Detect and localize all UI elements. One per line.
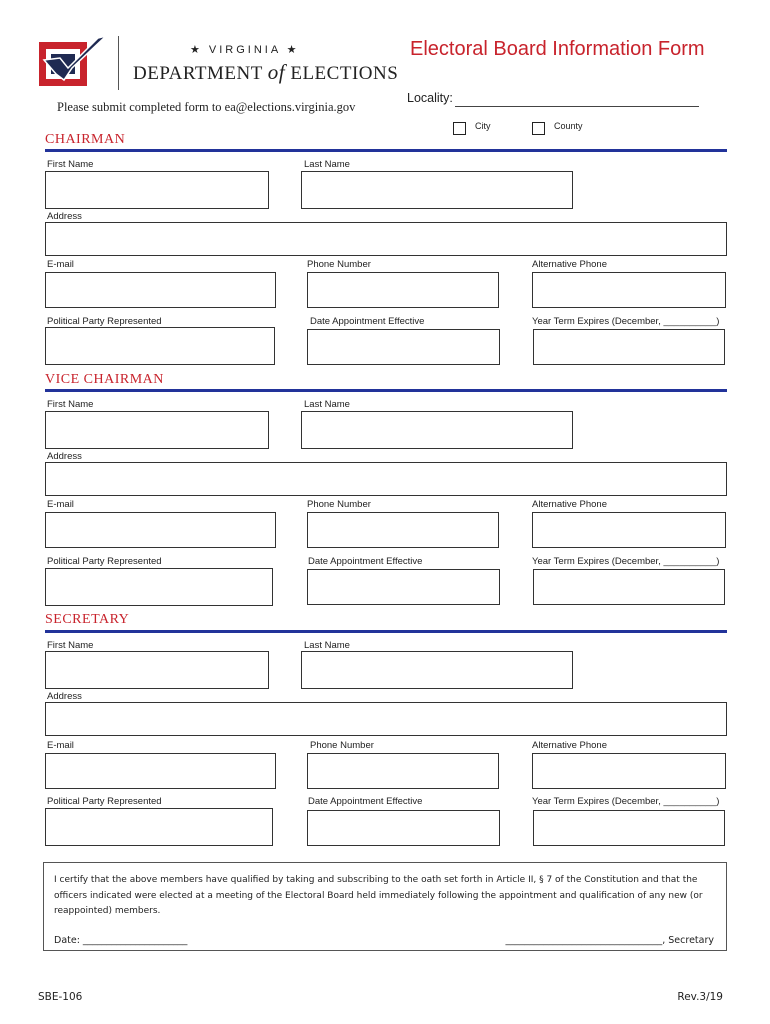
phone-label: Phone Number [307,499,371,510]
city-label: City [475,121,491,131]
brand-word-of: of [267,60,286,84]
first-name-label: First Name [47,399,94,410]
alt-phone-label: Alternative Phone [532,499,607,510]
secretary-address-input[interactable] [45,702,727,736]
locality-label: Locality: [407,91,453,105]
section-rule [45,630,727,633]
secretary-alt-phone-input[interactable] [532,753,726,789]
email-label: E-mail [47,740,74,751]
brand-word-elections: ELECTIONS [290,63,399,84]
secretary-phone-input[interactable] [307,753,499,789]
secretary-party-input[interactable] [45,808,273,846]
section-title-chairman: CHAIRMAN [45,132,126,147]
last-name-label: Last Name [304,159,350,170]
virginia-elections-logo-icon [38,34,110,90]
chairman-email-input[interactable] [45,272,276,308]
section-rule [45,149,727,152]
vice-chairman-email-input[interactable] [45,512,276,548]
alt-phone-label: Alternative Phone [532,740,607,751]
chairman-date-effective-input[interactable] [307,329,500,365]
secretary-last-name-input[interactable] [301,651,573,689]
email-label: E-mail [47,499,74,510]
vice-chairman-phone-input[interactable] [307,512,499,548]
secretary-signature-field[interactable]: _________________________________, Secretary [505,935,714,946]
party-label: Political Party Represented [47,316,162,327]
year-expires-label: Year Term Expires (December, __________) [532,316,720,327]
vice-chairman-last-name-input[interactable] [301,411,573,449]
party-label: Political Party Represented [47,556,162,567]
county-checkbox[interactable] [532,122,545,135]
vice-chairman-year-expires-input[interactable] [533,569,725,605]
first-name-label: First Name [47,159,94,170]
section-rule [45,389,727,392]
chairman-address-input[interactable] [45,222,727,256]
vice-chairman-date-effective-input[interactable] [307,569,500,605]
brand-department [133,60,398,85]
chairman-party-input[interactable] [45,327,275,365]
first-name-label: First Name [47,640,94,651]
date-effective-label: Date Appointment Effective [308,556,423,567]
year-expires-label: Year Term Expires (December, __________) [532,556,720,567]
alt-phone-label: Alternative Phone [532,259,607,270]
locality-field[interactable] [455,106,699,107]
brand-word-department: DEPARTMENT [133,63,263,84]
certification-date-field[interactable]: Date: ______________________ [54,935,188,946]
brand-state: ★ VIRGINIA ★ [190,44,300,56]
phone-label: Phone Number [307,259,371,270]
county-label: County [554,121,583,131]
email-label: E-mail [47,259,74,270]
chairman-first-name-input[interactable] [45,171,269,209]
certification-text: I certify that the above members have qualified by taking and subscribing to the oath set forth in Article II, § 7 of the Constitution and that the officers indicated were elected at a meeting of the Electoral Board held immediately following the appointment and qualification of any new (or reappointed) members. [54,875,703,916]
chairman-last-name-input[interactable] [301,171,573,209]
secretary-date-effective-input[interactable] [307,810,500,846]
chairman-phone-input[interactable] [307,272,499,308]
vice-chairman-party-input[interactable] [45,568,273,606]
phone-label: Phone Number [310,740,374,751]
vice-chairman-alt-phone-input[interactable] [532,512,726,548]
form-title: Electoral Board Information Form [410,38,705,60]
section-title-secretary: SECRETARY [45,612,130,627]
party-label: Political Party Represented [47,796,162,807]
date-effective-label: Date Appointment Effective [308,796,423,807]
secretary-email-input[interactable] [45,753,276,789]
revision-number: Rev.3/19 [677,991,723,1003]
address-label: Address [47,691,82,702]
chairman-year-expires-input[interactable] [533,329,725,365]
section-title-vice-chairman: VICE CHAIRMAN [45,372,164,387]
address-label: Address [47,451,82,462]
chairman-alt-phone-input[interactable] [532,272,726,308]
year-expires-label: Year Term Expires (December, __________) [532,796,720,807]
secretary-first-name-input[interactable] [45,651,269,689]
form-number: SBE-106 [38,991,83,1003]
logo-divider [118,36,119,90]
address-label: Address [47,211,82,222]
vice-chairman-address-input[interactable] [45,462,727,496]
vice-chairman-first-name-input[interactable] [45,411,269,449]
secretary-year-expires-input[interactable] [533,810,725,846]
city-checkbox[interactable] [453,122,466,135]
last-name-label: Last Name [304,640,350,651]
last-name-label: Last Name [304,399,350,410]
date-effective-label: Date Appointment Effective [310,316,425,327]
submit-note: Please submit completed form to ea@elections.virginia.gov [57,100,356,114]
